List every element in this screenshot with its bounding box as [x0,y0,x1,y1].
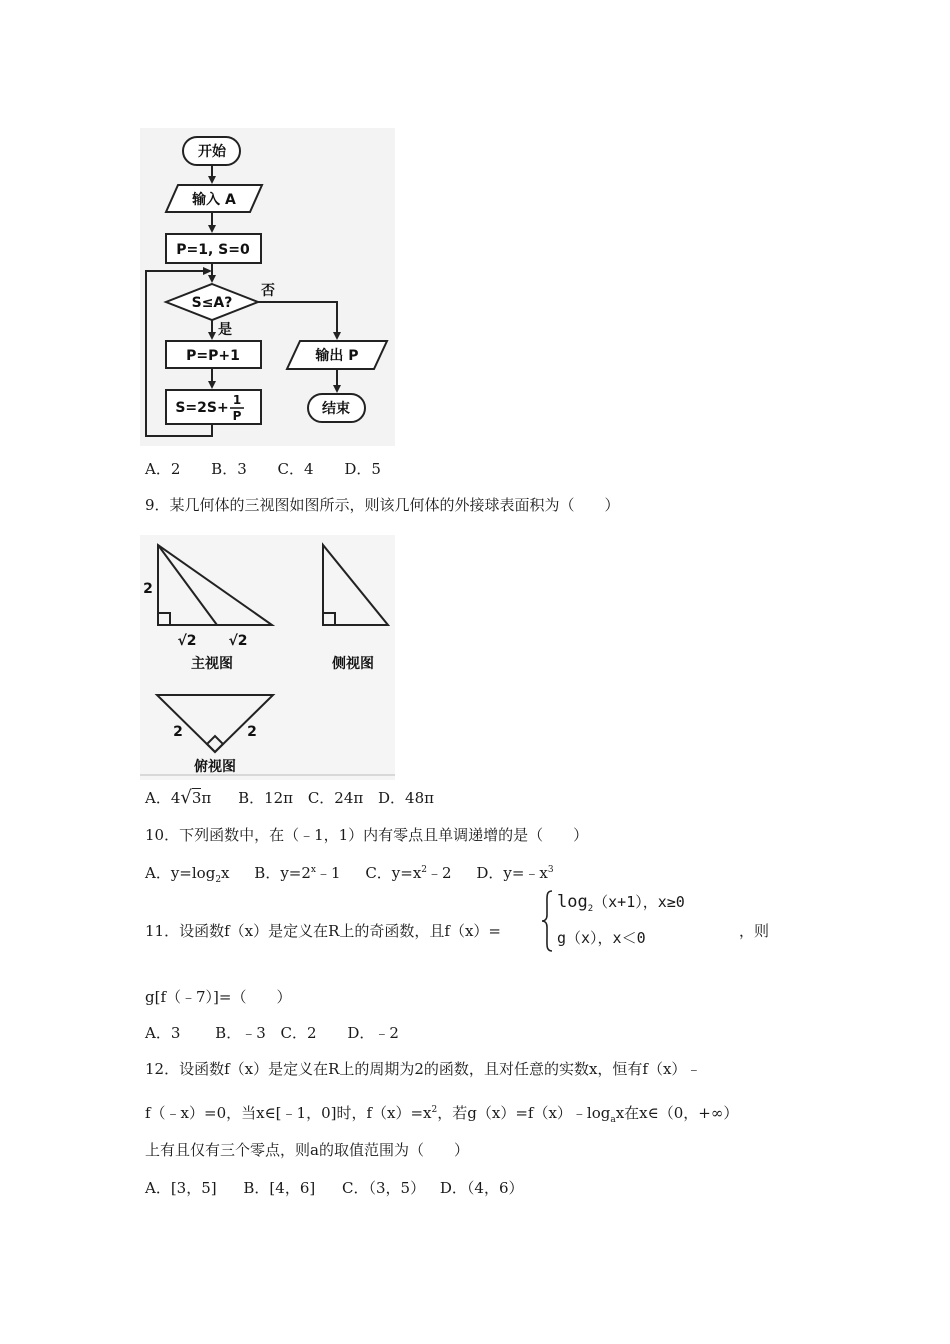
q12-line-3: 上有且仅有三个零点，则a的取值范围为（ ） [145,1141,469,1159]
q10-option-a[interactable]: A．$y=\log_2x$ [145,864,230,885]
end-label: 结束 [322,401,350,417]
init-label: P=1, S=0 [176,242,250,258]
q9-option-a[interactable]: A．4√3π [145,787,212,808]
no-label: 否 [261,283,275,299]
q12-line-2: f（﹣x）=0，当x∈[﹣1，0]时，$f(x)=x^2$，若$g(x)=f(x)﹣\log_ax$在x∈（0，+∞） [145,1104,739,1125]
q8-option-a[interactable]: A．2 [145,460,181,478]
front-dim-a: √2 [177,633,197,649]
front-height-label: 2 [143,581,153,597]
q10-option-d[interactable]: D．$y=﹣x^3$ [476,864,554,882]
q8-option-c[interactable]: C．4 [277,460,314,478]
q10-text: 10．下列函数中，在（﹣1，1）内有零点且单调递增的是（ ） [145,826,589,844]
q11-option-a[interactable]: A．3 [145,1024,181,1042]
top-view-caption: 俯视图 [194,759,236,775]
q11-line-2: g[f（﹣7）]=（ ） [145,988,292,1006]
q11-tail: ，则 [739,922,770,940]
q11-text: 11．设函数f（x）是定义在R上的奇函数，且f（x）= [145,922,501,940]
piecewise-case-1: $\log_2(x+1)$，x≥0 [557,892,685,914]
update-label-prefix: S=2S+ [175,400,229,416]
input-label: 输入 A [192,192,236,208]
q8-option-b[interactable]: B．3 [211,460,247,478]
q10-options [145,860,580,890]
condition-label: S≤A? [191,295,233,311]
output-label: 输出 P [315,348,359,364]
yes-label: 是 [218,322,232,338]
q12-options [145,1178,550,1198]
q10-option-b[interactable]: B．$y=2^x﹣1$ [254,864,341,882]
top-dim-left: 2 [173,724,183,740]
increment-label: P=P+1 [186,348,240,364]
brace-icon [541,889,553,953]
q9-option-d[interactable]: D．48π [378,789,435,807]
q11-option-b[interactable]: B．﹣3 [215,1024,266,1042]
q8-option-d[interactable]: D．5 [344,460,381,478]
q10-option-c[interactable]: C．$y=x^2﹣2$ [365,864,452,882]
q8-options [145,459,407,479]
update-label-numerator: 1 [232,393,242,407]
flowchart-figure [140,128,395,446]
update-label-denominator: P [232,409,242,423]
start-label: 开始 [198,144,226,160]
q9-option-b[interactable]: B．12π [238,789,294,807]
q12-line-1: 12．设函数f（x）是定义在R上的周期为2的函数，且对任意的实数x，恒有f（x）﹣ [145,1060,702,1078]
side-view-caption: 侧视图 [332,656,374,672]
q12-option-d[interactable]: D．（4，6） [439,1179,524,1197]
q11-options [145,1023,425,1043]
q12-option-c[interactable]: C．（3，5） [342,1179,426,1197]
sqrt-sign: √ [180,787,192,808]
q11-option-d[interactable]: D．﹣2 [347,1024,399,1042]
q9-options [145,788,434,808]
piecewise-case-2: g（x），x＜0 [557,929,646,947]
three-views-figure [140,535,395,780]
q9-option-c[interactable]: C．24π [307,789,364,807]
q12-option-b[interactable]: B．[4，6] [243,1179,316,1197]
q9-text: 9．某几何体的三视图如图所示，则该几何体的外接球表面积为（ ） [145,496,620,514]
q11-option-c[interactable]: C．2 [280,1024,317,1042]
piecewise-definition [541,887,731,955]
top-dim-right: 2 [247,724,257,740]
front-view-caption: 主视图 [191,656,233,672]
front-dim-b: √2 [228,633,248,649]
q12-option-a[interactable]: A．[3，5] [145,1179,217,1197]
